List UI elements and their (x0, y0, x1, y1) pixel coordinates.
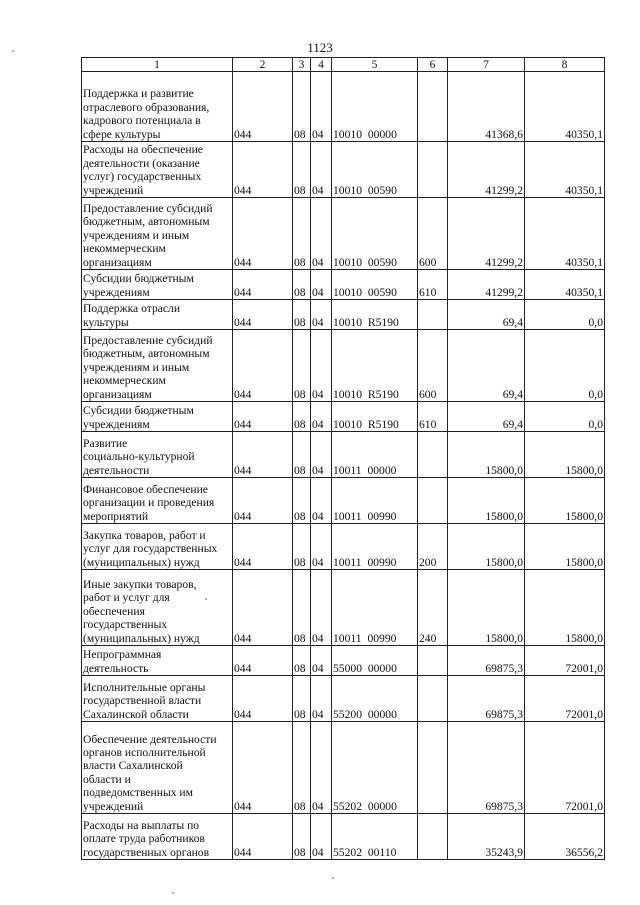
subsection-code-cell: 04 (311, 300, 332, 330)
amount-col-8-cell: 0,0 (525, 402, 605, 432)
subsection-code-cell: 04 (311, 524, 332, 570)
header-col-7: 7 (448, 58, 525, 72)
header-col-1: 1 (82, 58, 233, 72)
amount-col-8-cell: 0,0 (525, 300, 605, 330)
amount-col-7-cell: 15800,0 (448, 524, 525, 570)
section-code-cell: 08 (293, 570, 311, 646)
admin-code-cell: 044 (233, 402, 293, 432)
section-code-cell: 08 (293, 142, 311, 198)
admin-code-cell: 044 (233, 814, 293, 860)
row-label: Непрограммная деятельность (82, 646, 233, 676)
admin-code-cell: 044 (233, 72, 293, 142)
amount-col-8-cell: 15800,0 (525, 524, 605, 570)
header-col-2: 2 (233, 58, 293, 72)
admin-code-cell: 044 (233, 270, 293, 300)
table-row (82, 722, 605, 814)
admin-code-cell: 044 (233, 570, 293, 646)
target-article-cell: 10010 00000 (332, 72, 418, 142)
admin-code-cell: 044 (233, 432, 293, 478)
table-row (82, 478, 605, 524)
amount-col-7-cell: 35243,9 (448, 814, 525, 860)
section-code-cell: 08 (293, 676, 311, 722)
admin-code-cell: 044 (233, 646, 293, 676)
scan-speck (332, 877, 334, 879)
target-article-cell: 10010 00590 (332, 198, 418, 270)
table-row (82, 814, 605, 860)
section-code-cell: 08 (293, 198, 311, 270)
section-code-cell: 08 (293, 524, 311, 570)
row-label: Поддержка и развитие отраслевого образования, кадрового потенциала в сфере культуры (82, 72, 233, 142)
admin-code-cell: 044 (233, 676, 293, 722)
amount-col-7-cell: 41299,2 (448, 198, 525, 270)
header-col-3: 3 (293, 58, 311, 72)
expense-type-cell: 240 (418, 570, 448, 646)
table-row (82, 402, 605, 432)
amount-col-8-cell: 72001,0 (525, 646, 605, 676)
expense-type-cell (418, 432, 448, 478)
target-article-cell: 10010 R5190 (332, 300, 418, 330)
subsection-code-cell: 04 (311, 142, 332, 198)
section-code-cell: 08 (293, 646, 311, 676)
row-label: Субсидии бюджетным учреждениям (82, 270, 233, 300)
amount-col-7-cell: 69875,3 (448, 676, 525, 722)
row-label: Предоставление субсидий бюджетным, автономным учреждениям и иным некоммерческим организациям (82, 198, 233, 270)
row-label: Субсидии бюджетным учреждениям (82, 402, 233, 432)
budget-table (81, 57, 605, 860)
subsection-code-cell: 04 (311, 198, 332, 270)
target-article-cell: 55000 00000 (332, 646, 418, 676)
section-code-cell: 08 (293, 270, 311, 300)
amount-col-8-cell: 40350,1 (525, 72, 605, 142)
table-row (82, 432, 605, 478)
amount-col-7-cell: 15800,0 (448, 478, 525, 524)
section-code-cell: 08 (293, 432, 311, 478)
section-code-cell: 08 (293, 722, 311, 814)
table-row (82, 270, 605, 300)
admin-code-cell: 044 (233, 142, 293, 198)
subsection-code-cell: 04 (311, 432, 332, 478)
expense-type-cell (418, 722, 448, 814)
row-label: Финансовое обеспечение организации и проведения мероприятий (82, 478, 233, 524)
scan-speck (12, 50, 14, 52)
amount-col-8-cell: 0,0 (525, 330, 605, 402)
admin-code-cell: 044 (233, 478, 293, 524)
subsection-code-cell: 04 (311, 646, 332, 676)
amount-col-8-cell: 40350,1 (525, 198, 605, 270)
amount-col-7-cell: 41368,6 (448, 72, 525, 142)
expense-type-cell (418, 676, 448, 722)
target-article-cell: 55202 00000 (332, 722, 418, 814)
expense-type-cell (418, 478, 448, 524)
expense-type-cell: 600 (418, 330, 448, 402)
section-code-cell: 08 (293, 402, 311, 432)
section-code-cell: 08 (293, 300, 311, 330)
scan-speck (205, 598, 207, 600)
table-row (82, 676, 605, 722)
amount-col-7-cell: 15800,0 (448, 432, 525, 478)
admin-code-cell: 044 (233, 524, 293, 570)
subsection-code-cell: 04 (311, 676, 332, 722)
amount-col-8-cell: 15800,0 (525, 478, 605, 524)
amount-col-7-cell: 41299,2 (448, 270, 525, 300)
row-label: Развитие социально-культурной деятельности (82, 432, 233, 478)
subsection-code-cell: 04 (311, 270, 332, 300)
amount-col-8-cell: 40350,1 (525, 142, 605, 198)
target-article-cell: 10011 00990 (332, 524, 418, 570)
expense-type-cell: 600 (418, 198, 448, 270)
row-label: Закупка товаров, работ и услуг для государственных (муниципальных) нужд (82, 524, 233, 570)
admin-code-cell: 044 (233, 722, 293, 814)
admin-code-cell: 044 (233, 300, 293, 330)
target-article-cell: 55202 00110 (332, 814, 418, 860)
expense-type-cell: 610 (418, 270, 448, 300)
section-code-cell: 08 (293, 330, 311, 402)
expense-type-cell: 200 (418, 524, 448, 570)
subsection-code-cell: 04 (311, 478, 332, 524)
header-col-8: 8 (525, 58, 605, 72)
table-row (82, 570, 605, 646)
subsection-code-cell: 04 (311, 570, 332, 646)
target-article-cell: 10010 00590 (332, 142, 418, 198)
expense-type-cell (418, 300, 448, 330)
target-article-cell: 10011 00990 (332, 478, 418, 524)
amount-col-7-cell: 69,4 (448, 300, 525, 330)
amount-col-8-cell: 15800,0 (525, 432, 605, 478)
amount-col-7-cell: 69875,3 (448, 722, 525, 814)
section-code-cell: 08 (293, 814, 311, 860)
row-label: Обеспечение деятельности органов исполнительной власти Сахалинской области и подведомственных им учреждений (82, 722, 233, 814)
expense-type-cell: 610 (418, 402, 448, 432)
amount-col-8-cell: 15800,0 (525, 570, 605, 646)
subsection-code-cell: 04 (311, 402, 332, 432)
amount-col-8-cell: 36556,2 (525, 814, 605, 860)
row-label: Поддержка отрасли культуры (82, 300, 233, 330)
row-label: Предоставление субсидий бюджетным, автономным учреждениям и иным некоммерческим организациям (82, 330, 233, 402)
row-label: Расходы на выплаты по оплате труда работников государственных органов (82, 814, 233, 860)
amount-col-8-cell: 72001,0 (525, 722, 605, 814)
amount-col-7-cell: 41299,2 (448, 142, 525, 198)
section-code-cell: 08 (293, 72, 311, 142)
expense-type-cell (418, 646, 448, 676)
page-number: 1123 (307, 40, 333, 55)
table-row (82, 646, 605, 676)
amount-col-7-cell: 15800,0 (448, 570, 525, 646)
admin-code-cell: 044 (233, 330, 293, 402)
amount-col-8-cell: 40350,1 (525, 270, 605, 300)
header-row (82, 58, 605, 72)
admin-code-cell: 044 (233, 198, 293, 270)
header-col-5: 5 (332, 58, 418, 72)
amount-col-8-cell: 72001,0 (525, 676, 605, 722)
expense-type-cell (418, 142, 448, 198)
subsection-code-cell: 04 (311, 814, 332, 860)
subsection-code-cell: 04 (311, 72, 332, 142)
target-article-cell: 55200 00000 (332, 676, 418, 722)
target-article-cell: 10010 R5190 (332, 330, 418, 402)
row-label: Иные закупки товаров, работ и услуг для обеспечения государственных (муниципальных) нужд (82, 570, 233, 646)
header-col-6: 6 (418, 58, 448, 72)
expense-type-cell (418, 72, 448, 142)
table-row (82, 198, 605, 270)
amount-col-7-cell: 69875,3 (448, 646, 525, 676)
target-article-cell: 10011 00000 (332, 432, 418, 478)
target-article-cell: 10010 00590 (332, 270, 418, 300)
expense-type-cell (418, 814, 448, 860)
table-row (82, 142, 605, 198)
row-label: Исполнительные органы государственной власти Сахалинской области (82, 676, 233, 722)
amount-col-7-cell: 69,4 (448, 330, 525, 402)
table-row (82, 72, 605, 142)
table-row (82, 330, 605, 402)
row-label: Расходы на обеспечение деятельности (оказание услуг) государственных учреждений (82, 142, 233, 198)
amount-col-7-cell: 69,4 (448, 402, 525, 432)
target-article-cell: 10010 R5190 (332, 402, 418, 432)
scan-speck (172, 892, 174, 894)
table-row (82, 300, 605, 330)
header-col-4: 4 (311, 58, 332, 72)
target-article-cell: 10011 00990 (332, 570, 418, 646)
table-row (82, 524, 605, 570)
subsection-code-cell: 04 (311, 330, 332, 402)
section-code-cell: 08 (293, 478, 311, 524)
subsection-code-cell: 04 (311, 722, 332, 814)
